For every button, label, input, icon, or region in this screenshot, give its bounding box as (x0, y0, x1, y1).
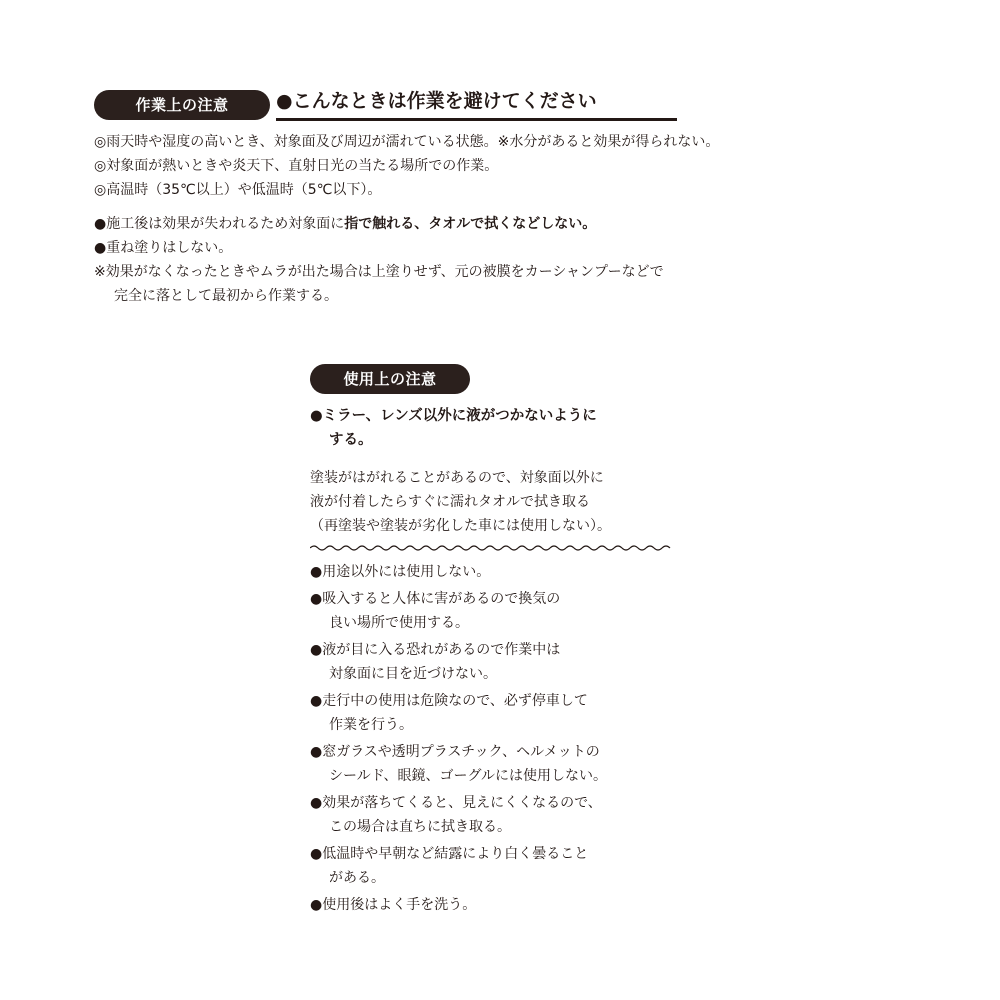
list-item (310, 587, 690, 635)
list-item-line: ●液が目に入る恐れがあるので作業中は (310, 642, 561, 658)
condition-rain: ◎雨天時や湿度の高いとき、対象面及び周辺が濡れている状態。※水分があると効果が得られない。 (94, 134, 720, 150)
list-item-line: ●用途以外には使用しない。 (310, 564, 491, 580)
use-desc-line2: 液が付着したらすぐに濡れタオルで拭き取る (310, 494, 590, 510)
use-desc-line3: （再塗装や塗装が劣化した車には使用しない）。 (310, 518, 611, 534)
list-item-line: 作業を行う。 (329, 717, 413, 733)
work-caution-body (94, 130, 974, 308)
list-item-line: ●使用後はよく手を洗う。 (310, 897, 477, 913)
list-item (310, 893, 690, 917)
use-lead-warning (310, 404, 690, 452)
list-item (310, 560, 690, 584)
work-caution-heading: ●こんなときは作業を避けてください (276, 90, 597, 112)
list-item-line: ●窓ガラスや透明プラスチック、ヘルメットの (310, 744, 600, 760)
condition-heat: ◎対象面が熱いときや炎天下、直射日光の当たる場所での作業。 (94, 158, 499, 174)
use-desc-line1: 塗装がはがれることがあるので、対象面以外に (310, 470, 604, 486)
condition-temperature: ◎高温時（35℃以上）や低温時（5℃以下）。 (94, 182, 382, 198)
list-item-line: ●走行中の使用は危険なので、必ず停車して (310, 693, 588, 709)
wavy-divider (310, 544, 672, 552)
list-item-line: ●効果が落ちてくると、見えにくくなるので、 (310, 795, 602, 811)
use-lead-line2: する。 (329, 432, 373, 448)
note-no-recoat: ●重ね塗りはしない。 (94, 240, 233, 256)
list-item-line: 対象面に目を近づけない。 (329, 666, 497, 682)
use-lead-description (310, 466, 690, 538)
note-do-not-touch (94, 212, 974, 236)
note-uneven-line2: 完全に落として最初から作業する。 (114, 288, 338, 304)
list-item-line: ●低温時や早朝など結露により白く曇ること (310, 846, 589, 862)
list-item-line: シールド、眼鏡、ゴーグルには使用しない。 (329, 768, 608, 784)
work-caution-label: 作業上の注意 (94, 90, 270, 120)
list-item (310, 638, 690, 686)
list-item (310, 689, 690, 737)
use-caution-body (310, 404, 690, 920)
list-item-line: この場合は直ちに拭き取る。 (329, 819, 511, 835)
use-caution-label: 使用上の注意 (310, 364, 470, 394)
list-item-line: がある。 (329, 870, 385, 886)
heading-underline (276, 118, 677, 121)
use-caution-list (310, 560, 690, 917)
list-item-line: ●吸入すると人体に害があるので換気の (310, 591, 561, 607)
note-uneven-line1: ※効果がなくなったときやムラが出た場合は上塗りせず、元の被膜をカーシャンプーなどで (94, 264, 664, 280)
use-lead-line1: ●ミラー、レンズ以外に液がつかないように (310, 408, 597, 424)
list-item (310, 842, 690, 890)
note-do-not-touch-pre: ●施工後は効果が失われるため対象面に (94, 216, 345, 232)
list-item (310, 791, 690, 839)
list-item-line: 良い場所で使用する。 (329, 615, 469, 631)
note-do-not-touch-bold: 指で触れる、タオルで拭くなどしない。 (344, 216, 597, 232)
list-item (310, 740, 690, 788)
